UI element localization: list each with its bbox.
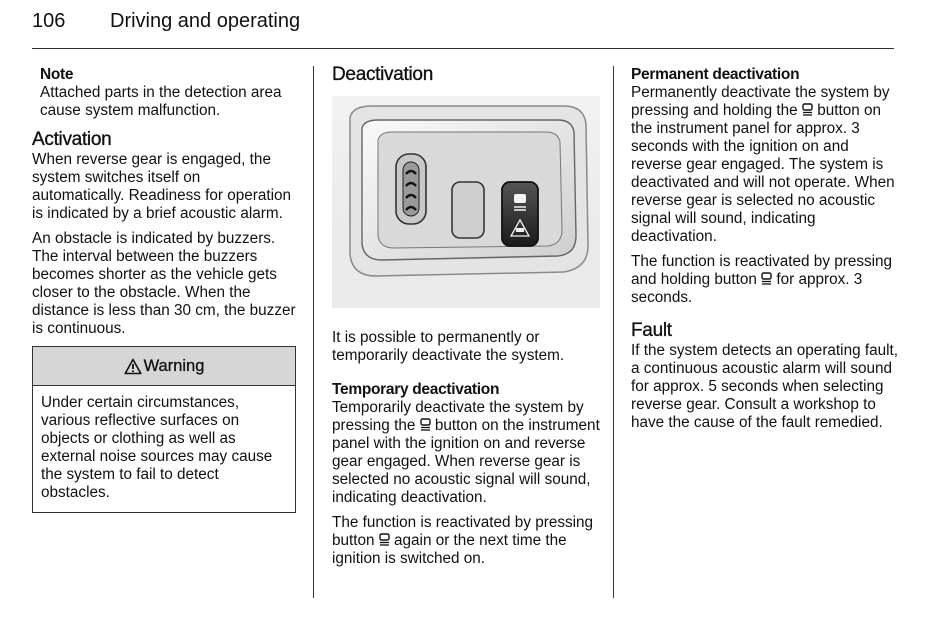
column-divider-2 xyxy=(613,66,614,598)
column-2 xyxy=(332,64,600,568)
parking-sensor-icon xyxy=(761,272,772,285)
note-text: Attached parts in the detection area cause system malfunction. xyxy=(40,84,282,119)
column-3 xyxy=(631,64,899,432)
permanent-deactivation-title: Permanent deactivation xyxy=(631,66,800,83)
deactivation-heading: Deactivation xyxy=(332,64,433,85)
warning-triangle-icon xyxy=(124,358,142,375)
activation-heading: Activation xyxy=(32,129,112,150)
warning-body xyxy=(33,386,295,512)
header-divider xyxy=(32,48,894,49)
page-number: 106 xyxy=(32,10,66,32)
fault-heading: Fault xyxy=(631,320,672,341)
note-block xyxy=(32,64,296,120)
activation-paragraph-2: An obstacle is indicated by buzzers. The interval between the buzzers becomes shorter as the vehicle gets closer to the obstacle. When the distance is less than 30 cm, the buzzer is continuous. xyxy=(32,230,296,337)
warning-box xyxy=(32,346,296,513)
fault-text: If the system detects an operating fault, a continuous acoustic alarm will sound for approx. 5 seconds when selecting reverse gear. Consult a workshop to have the cause of the fault remedied. xyxy=(631,342,898,431)
activation-paragraph-1: When reverse gear is engaged, the system switches itself on automatically. Readiness for operation is indicated by a brief acoustic alarm. xyxy=(32,151,292,222)
deactivation-intro: It is possible to permanently or temporarily deactivate the system. xyxy=(332,329,565,364)
parking-sensor-icon xyxy=(420,418,431,431)
parking-sensor-icon xyxy=(514,194,526,210)
note-title: Note xyxy=(40,66,74,83)
temporary-deactivation-title: Temporary deactivation xyxy=(332,381,500,398)
page-header xyxy=(32,8,894,48)
warning-title: Warning xyxy=(143,356,205,375)
temporary-deactivation-paragraph-1: Temporarily deactivate the system by pressing the button on the instrument panel with the ignition on and reverse gear engaged. When reverse gear is selected no acoustic signal will sound, indicating deactivation. xyxy=(332,399,600,506)
permanent-deactivation-paragraph-1: Permanently deactivate the system by pressing and holding the button on the instrument panel for approx. 3 seconds with the ignition on and reverse gear engaged. The system is deactivated and will not operate. When reverse gear is selected no acoustic signal will sound, indicating deactivation. xyxy=(631,84,895,245)
parking-sensor-icon xyxy=(802,103,813,116)
parking-sensor-icon xyxy=(379,533,390,546)
temporary-deactivation-paragraph-2: The function is reactivated by pressing button again or the next time the ignition is switched on. xyxy=(332,514,594,567)
warning-text: Under certain circumstances, various reflective surfaces on objects or clothing as well as external noise sources may cause the system to fail to detect obstacles. xyxy=(41,394,273,501)
section-title: Driving and operating xyxy=(110,10,301,32)
permanent-deactivation-paragraph-2: The function is reactivated by pressing and holding button for approx. 3 seconds. xyxy=(631,253,893,306)
warning-header xyxy=(33,347,295,386)
instrument-panel-illustration xyxy=(332,96,600,308)
column-divider-1 xyxy=(313,66,314,598)
column-1 xyxy=(32,64,296,513)
